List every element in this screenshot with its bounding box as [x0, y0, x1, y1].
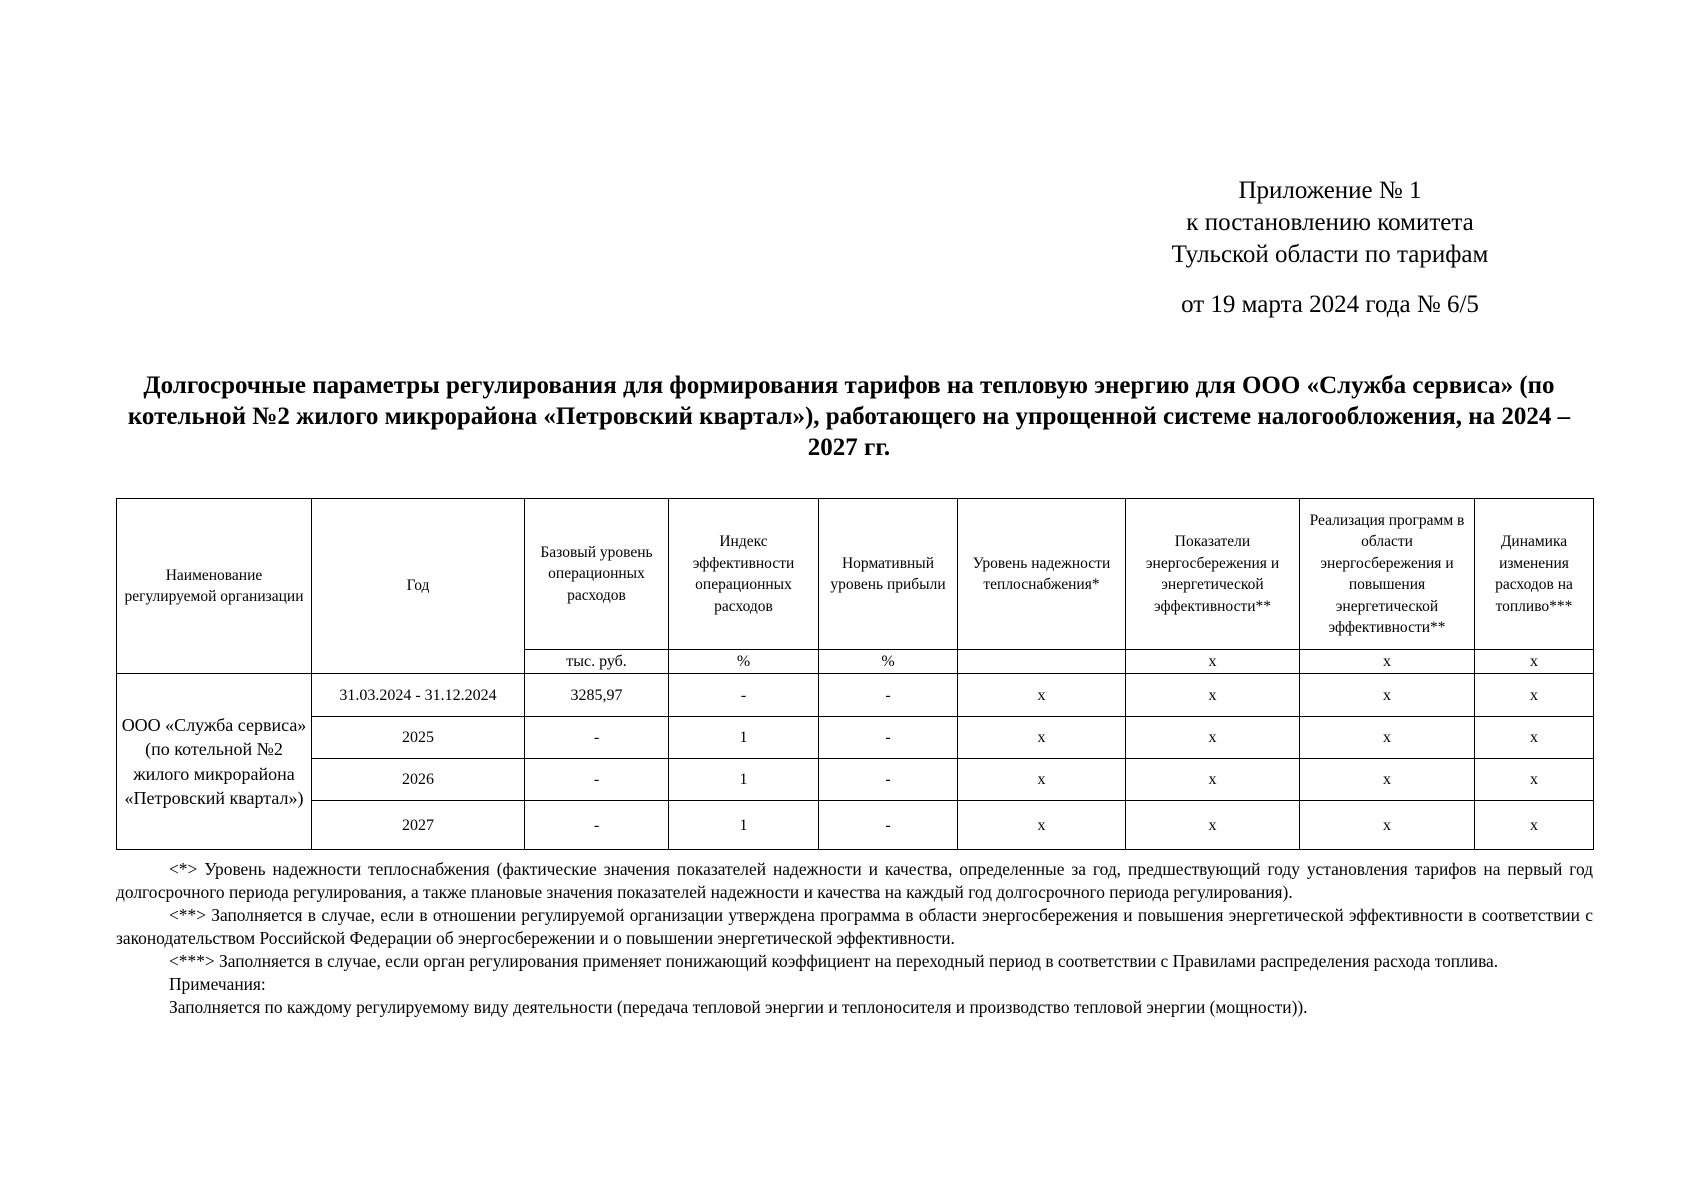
table-cell: х	[958, 801, 1126, 850]
header-year: Год	[312, 499, 525, 674]
table-cell: х	[1475, 717, 1594, 759]
header-reliability: Уровень надежности теплоснабжения*	[958, 499, 1126, 650]
appendix-committee: Тульской области по тарифам	[1171, 241, 1489, 268]
table-cell: х	[958, 759, 1126, 801]
table-cell: 1	[669, 759, 819, 801]
unit-cell: х	[1126, 650, 1300, 674]
organization-name: ООО «Служба сервиса» (по котельной №2 жилого микрорайона «Петровский квартал»)	[117, 674, 312, 850]
header-base-opex: Базовый уровень операционных расходов	[525, 499, 669, 650]
unit-cell: тыс. руб.	[525, 650, 669, 674]
unit-cell: х	[1475, 650, 1594, 674]
table-cell: -	[525, 717, 669, 759]
table-cell: 2027	[312, 801, 525, 850]
notes-heading: Примечания:	[169, 974, 266, 994]
header-organization: Наименование регулируемой организации	[117, 499, 312, 674]
table-cell: -	[525, 801, 669, 850]
table-cell: х	[1300, 674, 1475, 717]
table-cell: -	[669, 674, 819, 717]
table-row	[117, 717, 1594, 759]
unit-cell	[958, 650, 1126, 674]
header-energy-saving: Показатели энергосбережения и энергетической эффективности**	[1126, 499, 1300, 650]
table-cell: 31.03.2024 - 31.12.2024	[312, 674, 525, 717]
appendix-date: от 19 марта 2024 года № 6/5	[1181, 291, 1479, 318]
table-cell: х	[1475, 674, 1594, 717]
table-cell: 2026	[312, 759, 525, 801]
appendix-resolution: к постановлению комитета	[1186, 209, 1474, 236]
header-programs: Реализация программ в области энергосбережения и повышения энергетической эффективности**	[1300, 499, 1475, 650]
appendix-number: Приложение № 1	[1238, 177, 1422, 204]
table-cell: -	[819, 759, 958, 801]
table-cell: х	[1126, 801, 1300, 850]
footnote-energy-saving: <**> Заполняется в случае, если в отношении регулируемой организации утверждена программа в области энергосбережения и повышения энергетической эффективности в соответствии с законодательством Российской Федерации об энергосбережении и о повышении энергетической эффективности.	[116, 905, 1593, 948]
document-title: Долгосрочные параметры регулирования для формирования тарифов на тепловую энергию для ООО «Служба сервиса» (по котельной №2 жилого микрорайона «Петровский квартал»), работающего на упрощенной системе налогообложения, на 2024 – 2027 гг.	[127, 372, 1571, 461]
table-cell: 3285,97	[525, 674, 669, 717]
table-cell: 2025	[312, 717, 525, 759]
table-cell: х	[1475, 801, 1594, 850]
table-cell: 1	[669, 717, 819, 759]
table-cell: х	[1300, 801, 1475, 850]
table-cell: х	[958, 717, 1126, 759]
footnotes	[116, 858, 1593, 1019]
header-row	[117, 499, 1594, 650]
table-cell: х	[1475, 759, 1594, 801]
header-fuel-dynamics: Динамика изменения расходов на топливо***	[1475, 499, 1594, 650]
parameters-table	[116, 498, 1594, 850]
note-text: Заполняется по каждому регулируемому виду деятельности (передача тепловой энергии и теплоносителя и производство тепловой энергии (мощности)).	[169, 997, 1308, 1017]
table-cell: -	[819, 717, 958, 759]
table-row	[117, 674, 1594, 717]
table-cell: х	[1300, 759, 1475, 801]
footnote-reliability: <*> Уровень надежности теплоснабжения (фактические значения показателей надежности и качества, определенные за год, предшествующий году установления тарифов на первый год долгосрочного периода регулирования, а также плановые значения показателей надежности и качества на каждый год долгосрочного периода регулирования).	[116, 859, 1593, 902]
table-cell: х	[1126, 674, 1300, 717]
footnote-fuel: <***> Заполняется в случае, если орган регулирования применяет понижающий коэффициент на переходный период в соответствии с Правилами распределения расхода топлива.	[169, 951, 1499, 971]
header-efficiency-index: Индекс эффективности операционных расходов	[669, 499, 819, 650]
table-cell: -	[819, 801, 958, 850]
table-cell: -	[819, 674, 958, 717]
table-cell: х	[1300, 717, 1475, 759]
table-cell: 1	[669, 801, 819, 850]
appendix-block	[1110, 175, 1550, 321]
unit-cell: %	[669, 650, 819, 674]
table-row	[117, 759, 1594, 801]
header-profit-level: Нормативный уровень прибыли	[819, 499, 958, 650]
table-row	[117, 801, 1594, 850]
table-cell: х	[958, 674, 1126, 717]
table-cell: -	[525, 759, 669, 801]
unit-cell: х	[1300, 650, 1475, 674]
table-cell: х	[1126, 717, 1300, 759]
table-cell: х	[1126, 759, 1300, 801]
unit-cell: %	[819, 650, 958, 674]
